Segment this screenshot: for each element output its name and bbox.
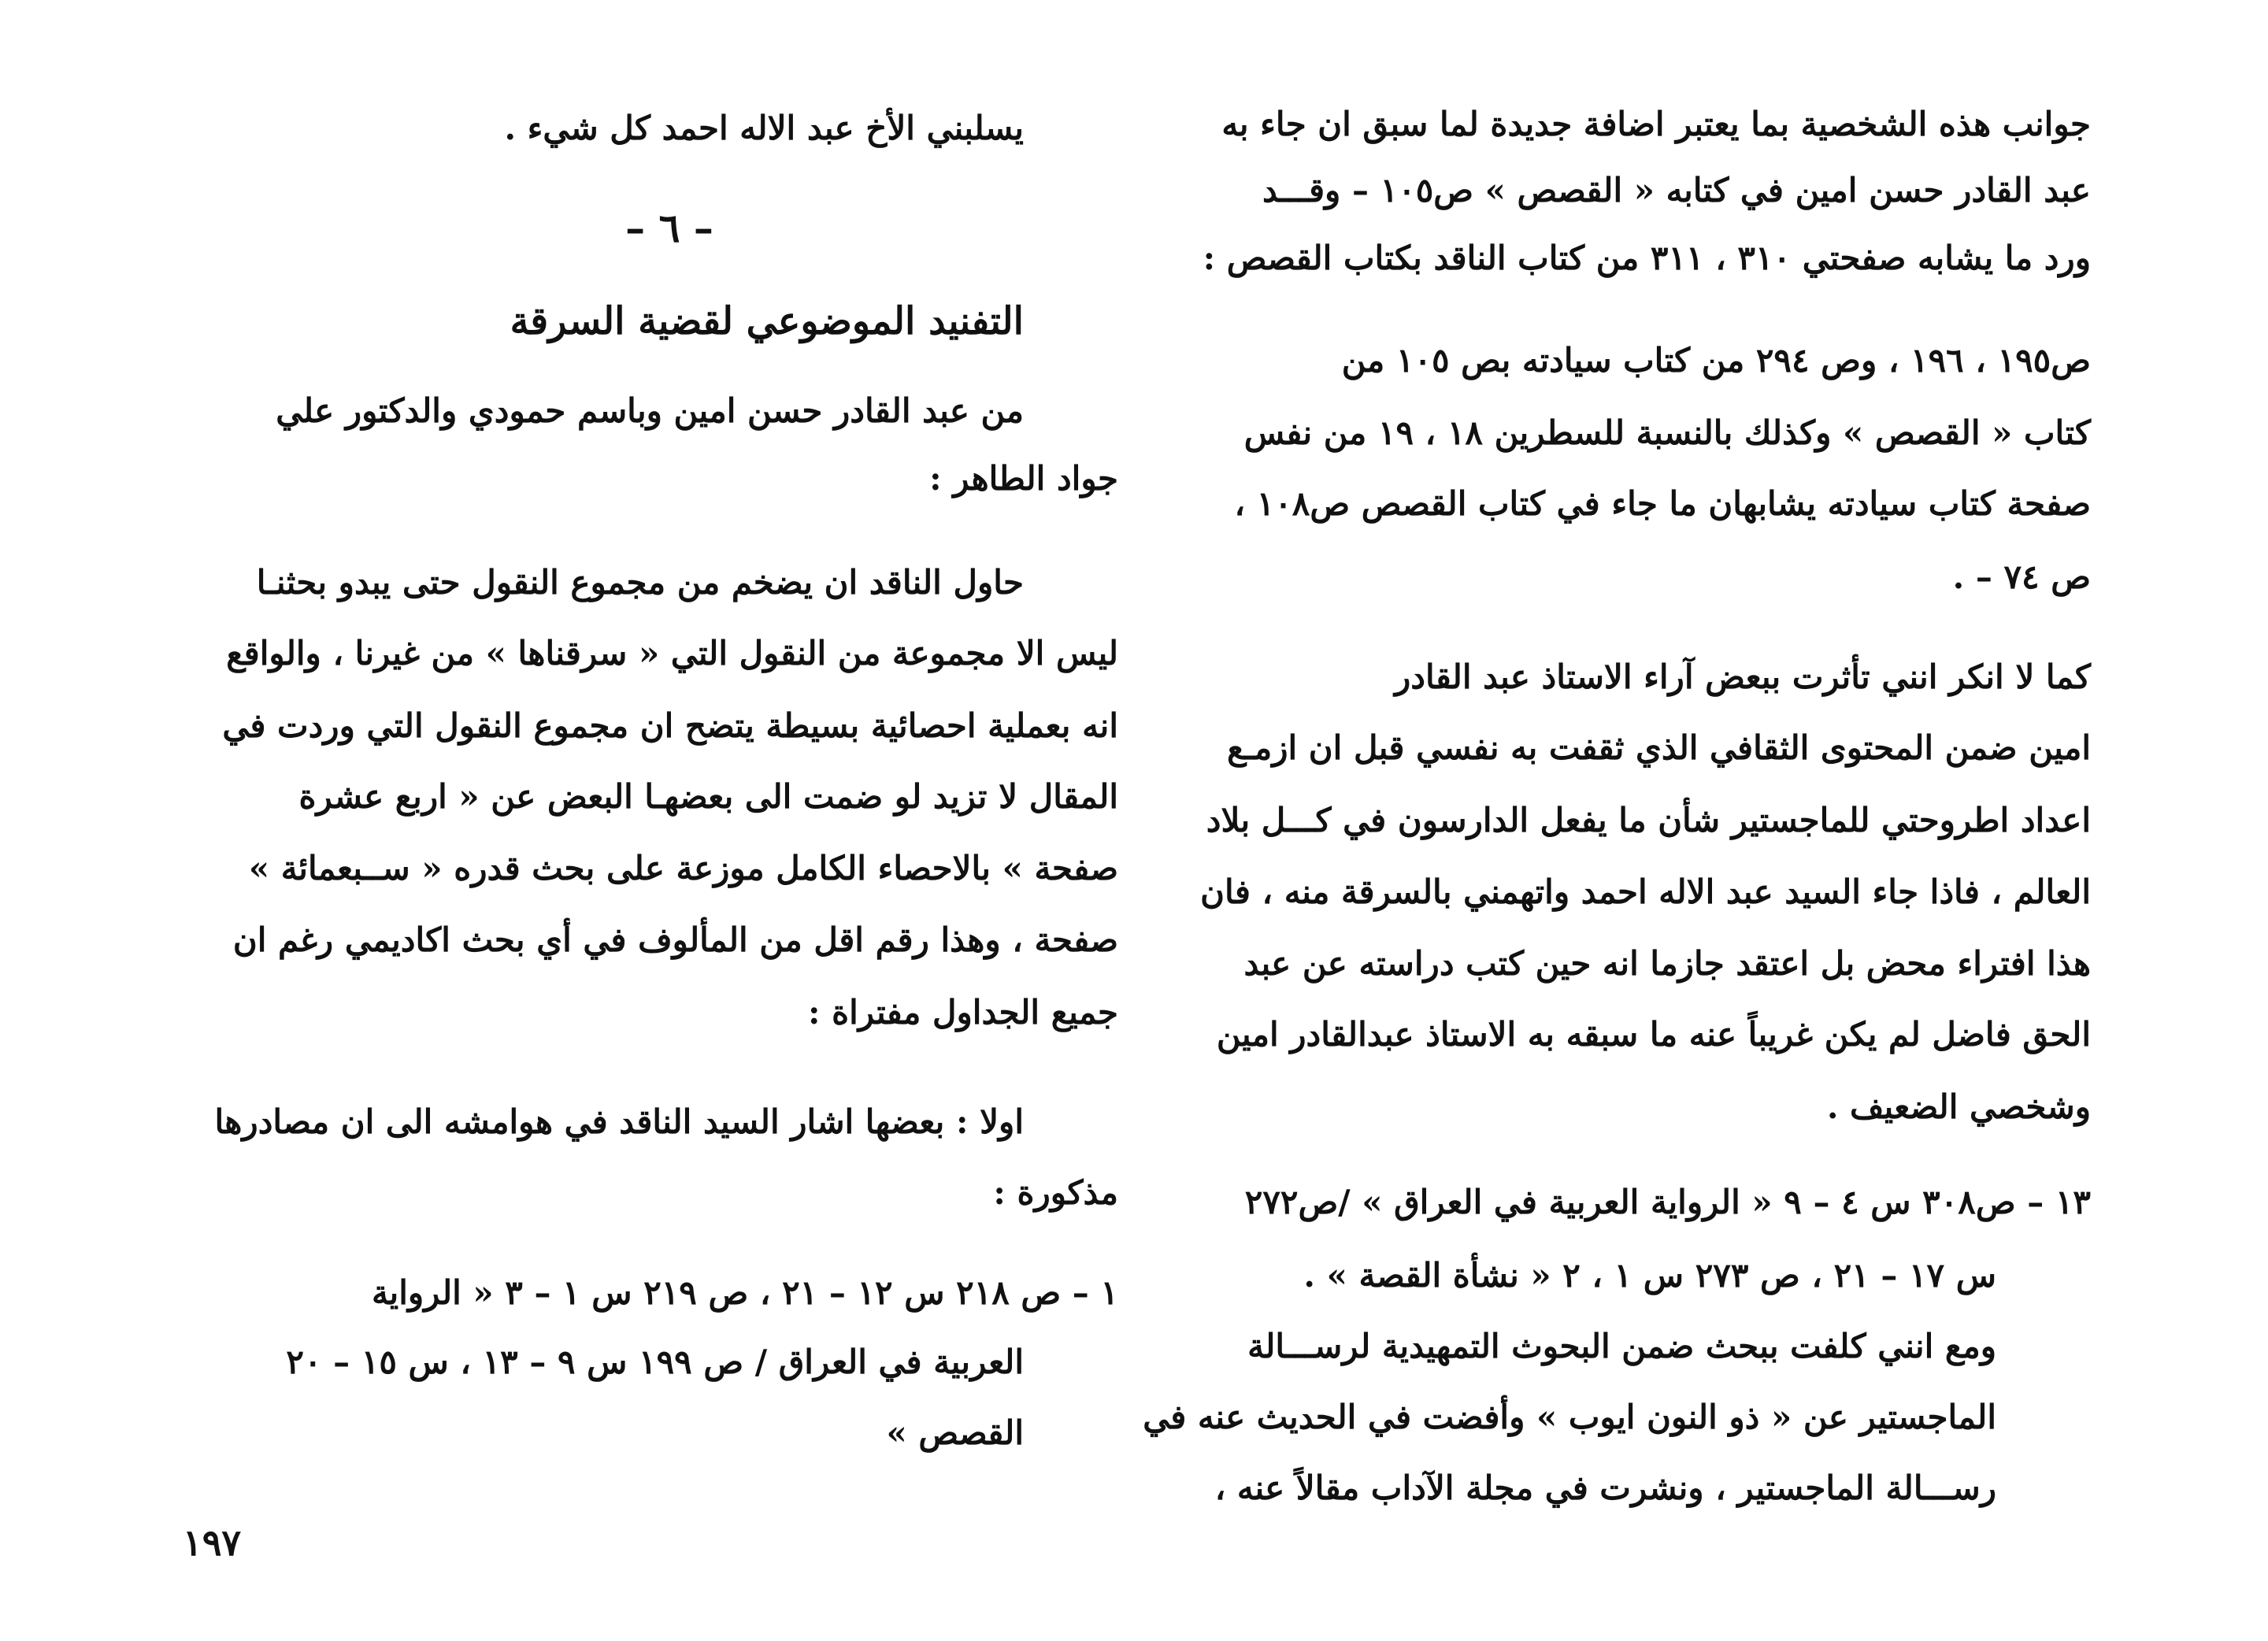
text-line: ليس الا مجموعة من النقول التي « سرقناها » من غيرنا ، والواقع — [226, 634, 1118, 672]
text-line: ص ٧٤ – . — [1952, 557, 2091, 596]
text-line: يسلبني الأخ عبد الاله احمد كل شيء . — [504, 109, 1024, 147]
page-number: ١٩٧ — [183, 1521, 242, 1564]
text-line: كما لا انكر انني تأثرت ببعض آراء الاستاذ عبد القادر — [1395, 658, 2091, 696]
text-line: العربية في العراق / ص ١٩٩ س ٩ – ١٣ ، س ١٥ – ٢٠ — [286, 1343, 1024, 1381]
text-line: اولا : بعضها اشار السيد الناقد في هوامشه الى ان مصادرها — [214, 1102, 1024, 1141]
text-line: ١٣ – ص٣٠٨ س ٤ – ٩ « الرواية العربية في العراق » /ص٢٧٢ — [1244, 1183, 2091, 1221]
text-line: مذكورة : — [993, 1173, 1118, 1212]
section-title: التفنيد الموضوعي لقضية السرقة — [510, 299, 1024, 343]
text-line: جواد الطاهر : — [929, 459, 1118, 498]
text-line: وشخصي الضعيف . — [1826, 1087, 2091, 1126]
text-line: ورد ما يشابه صفحتي ٣١٠ ، ٣١١ من كتاب الناقد بكتاب القصص : — [1203, 239, 2091, 277]
text-line: س ١٧ – ٢١ ، ص ٢٧٣ س ١ ، ٢ « نشأة القصة » . — [1303, 1256, 1996, 1295]
text-line: جميع الجداول مفتراة : — [808, 993, 1118, 1032]
text-line: رســـالة الماجستير ، ونشرت في مجلة الآداب مقالاً عنه ، — [1214, 1469, 1996, 1507]
text-line: كتاب « القصص » وكذلك بالنسبة للسطرين ١٨ ، ١٩ من نفس — [1243, 413, 2091, 452]
text-line: صفحة كتاب سيادته يشابهان ما جاء في كتاب القصص ص١٠٨ ، — [1234, 484, 2091, 523]
text-line: الحق فاضل لم يكن غريباً عنه ما سبقه به الاستاذ عبدالقادر امين — [1216, 1015, 2091, 1054]
text-line: ومع انني كلفت ببحث ضمن البحوث التمهيدية لرســـالة — [1247, 1327, 1996, 1365]
text-line: صفحة ، وهذا رقم اقل من المألوف في أي بحث اكاديمي رغم ان — [232, 921, 1118, 959]
text-line: القصص » — [886, 1413, 1024, 1452]
text-line: جوانب هذه الشخصية بما يعتبر اضافة جديدة لما سبق ان جاء به — [1221, 105, 2091, 143]
text-line: من عبد القادر حسن امين وباسم حمودي والدكتور علي — [276, 391, 1024, 430]
text-line: العالم ، فاذا جاء السيد عبد الاله احمد واتهمني بالسرقة منه ، فان — [1200, 872, 2091, 911]
text-line: انه بعملية احصائية بسيطة يتضح ان مجموع النقول التي وردت في — [222, 706, 1118, 745]
text-line: الماجستير عن « ذو النون ايوب » وأفضت في الحديث عنه في — [1143, 1398, 1996, 1436]
text-line: صفحة » بالاحصاء الكامل موزعة على بحث قدره « ســبعمائة » — [248, 849, 1118, 887]
text-line: المقال لا تزيد لو ضمت الى بعضهـا البعض عن « اربع عشرة — [298, 777, 1118, 816]
text-line: عبد القادر حسن امين في كتابه « القصص » ص١٠٥ – وقـــد — [1262, 171, 2091, 209]
section-number: – ٦ – — [625, 205, 713, 251]
text-line: هذا افتراء محض بل اعتقد جازما انه حين كتب دراسته عن عبد — [1243, 944, 2091, 983]
text-line: حاول الناقد ان يضخم من مجموع النقول حتى يبدو بحثنـا — [256, 563, 1024, 602]
text-line: اعداد اطروحتي للماجستير شأن ما يفعل الدارسون في كـــل بلاد — [1206, 801, 2091, 839]
text-line: امين ضمن المحتوى الثقافي الذي ثقفت به نفسي قبل ان ازمـع — [1227, 728, 2091, 767]
text-line: ص١٩٥ ، ١٩٦ ، وص ٢٩٤ من كتاب سيادته بص ١٠٥ من — [1341, 341, 2091, 380]
text-line: ١ – ص ٢١٨ س ١٢ – ٢١ ، ص ٢١٩ س ١ – ٣ « الرواية — [372, 1273, 1118, 1312]
